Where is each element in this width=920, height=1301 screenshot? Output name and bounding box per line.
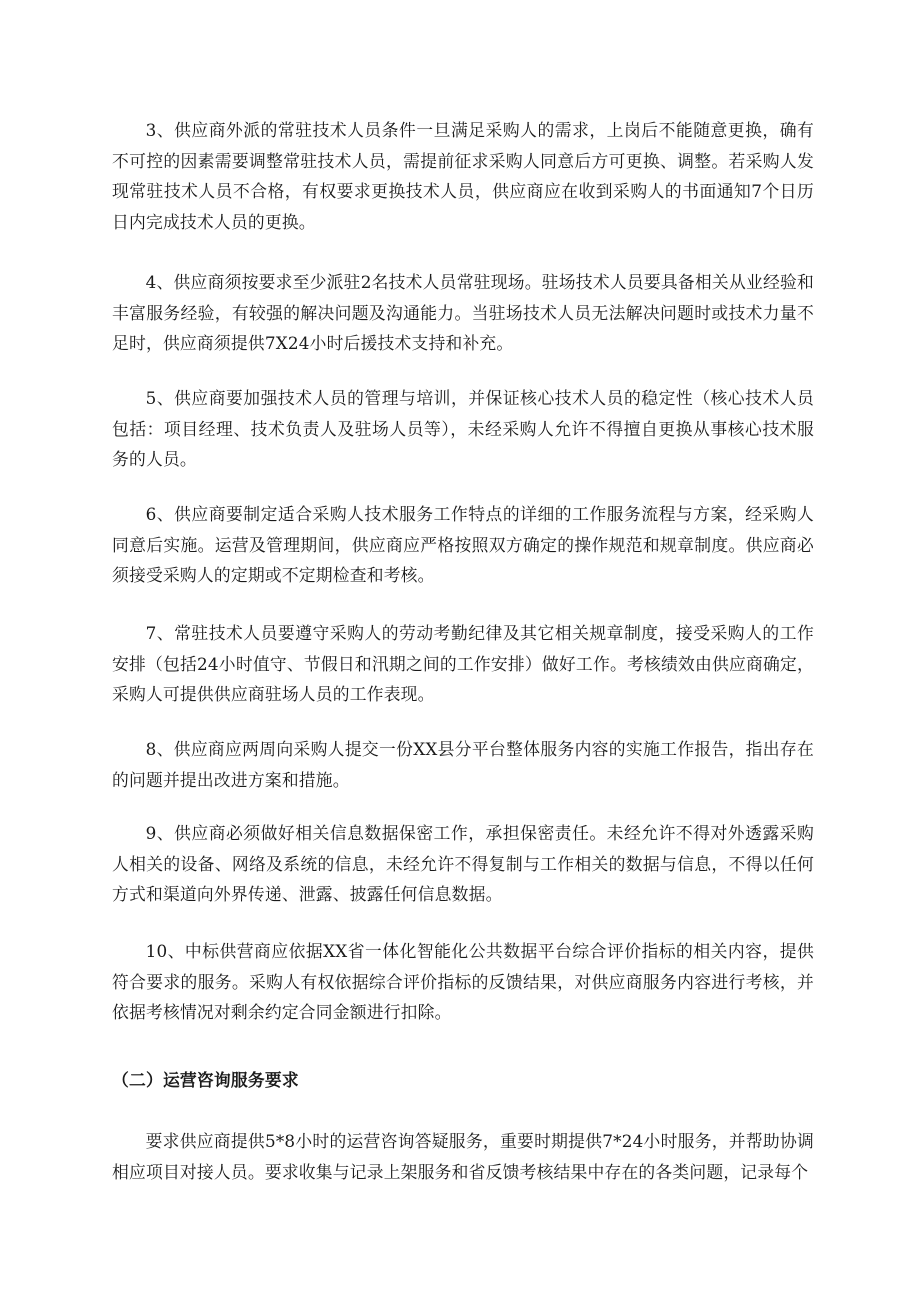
paragraph-item-9: 9、供应商必须做好相关信息数据保密工作，承担保密责任。未经允许不得对外透露采购人相关的设备、网络及系统的信息，未经允许不得复制与工作相关的数据与信息，不得以任何方式和渠道向外界传递、泄露、披露任何信息数据。 xyxy=(112,823,814,904)
paragraph-item-7: 7、常驻技术人员要遵守采购人的劳动考勤纪律及其它相关规章制度，接受采购人的工作安排（包括24小时值守、节假日和汛期之间的工作安排）做好工作。考核绩效由供应商确定，采购人可提供供应商驻场人员的工作表现。 xyxy=(112,623,814,704)
final-paragraph: 要求供应商提供5*8小时的运营咨询答疑服务，重要时期提供7*24小时服务，并帮助协调相应项目对接人员。要求收集与记录上架服务和省反馈考核结果中存在的各类问题，记录每个 xyxy=(112,1131,814,1182)
paragraph-item-3: 3、供应商外派的常驻技术人员条件一旦满足采购人的需求，上岗后不能随意更换，确有不可控的因素需要调整常驻技术人员，需提前征求采购人同意后方可更换、调整。若采购人发现常驻技术人员不合格，有权要求更换技术人员，供应商应在收到采购人的书面通知7个日历日内完成技术人员的更换。 xyxy=(112,120,814,232)
paragraph-item-10: 10、中标供营商应依据XX省一体化智能化公共数据平台综合评价指标的相关内容，提供符合要求的服务。采购人有权依据综合评价指标的反馈结果，对供应商服务内容进行考核，并依据考核情况对剩余约定合同金额进行扣除。 xyxy=(112,941,814,1022)
paragraph-item-8: 8、供应商应两周向采购人提交一份XX县分平台整体服务内容的实施工作报告，指出存在的问题并提出改进方案和措施。 xyxy=(112,739,814,790)
paragraph-item-4: 4、供应商须按要求至少派驻2名技术人员常驻现场。驻场技术人员要具备相关从业经验和丰富服务经验，有较强的解决问题及沟通能力。当驻场技术人员无法解决问题时或技术力量不足时，供应商须提供7X24小时后援技术支持和补充。 xyxy=(112,272,814,353)
paragraph-item-5: 5、供应商要加强技术人员的管理与培训，并保证核心技术人员的稳定性（核心技术人员包括：项目经理、技术负责人及驻场人员等），未经采购人允许不得擅自更换从事核心技术服务的人员。 xyxy=(112,388,814,469)
section-heading: （二）运营咨询服务要求 xyxy=(112,1070,299,1090)
paragraph-item-6: 6、供应商要制定适合采购人技术服务工作特点的详细的工作服务流程与方案，经采购人同意后实施。运营及管理期间，供应商应严格按照双方确定的操作规范和规章制度。供应商必须接受采购人的定期或不定期检查和考核。 xyxy=(112,504,814,585)
